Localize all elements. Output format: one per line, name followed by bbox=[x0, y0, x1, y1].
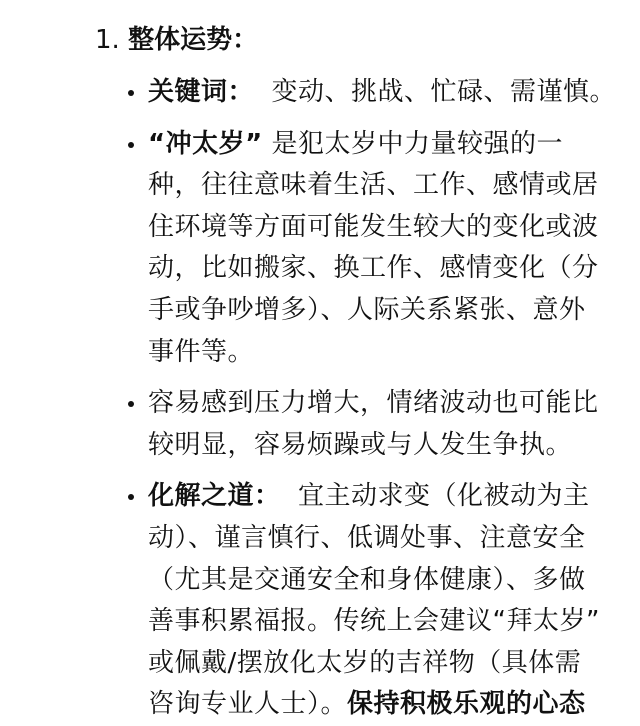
list-item-chong-taisui bbox=[120, 124, 620, 374]
remedy-bold-tail: 保持积极乐观的心态 bbox=[347, 689, 586, 720]
fortune-list bbox=[120, 72, 620, 726]
remedy-line-5: 或佩戴/摆放化太岁的吉祥物（具体需 bbox=[148, 647, 582, 678]
bullet-dot bbox=[128, 401, 134, 407]
section-number: 1. bbox=[95, 25, 120, 55]
section-title: 整体运势： bbox=[128, 25, 259, 55]
bullet-dot bbox=[128, 494, 134, 500]
remedy-label: 化解之道： bbox=[148, 481, 281, 512]
chong-line-5: 手或争吵增多）、人际关系紧张、意外 bbox=[148, 294, 586, 325]
list-item-keywords bbox=[120, 72, 620, 114]
keywords-text: 变动、挑战、忙碌、需谨慎。 bbox=[271, 77, 617, 107]
chong-line-1 bbox=[148, 124, 620, 166]
section-heading bbox=[95, 20, 258, 60]
pressure-line-1: 容易感到压力增大，情绪波动也可能比 bbox=[148, 388, 599, 419]
pressure-line-2: 较明显，容易烦躁或与人发生争执。 bbox=[148, 429, 573, 460]
keywords-line bbox=[148, 72, 620, 114]
bullet-dot bbox=[128, 142, 134, 148]
remedy-text-6: 咨询专业人士）。 bbox=[148, 689, 348, 720]
bullet-dot bbox=[128, 90, 134, 96]
chong-line-3: 住环境等方面可能发生较大的变化或波 bbox=[148, 211, 599, 242]
remedy-line-1 bbox=[148, 476, 620, 518]
chong-line-6: 事件等。 bbox=[148, 336, 255, 367]
remedy-line-3: （尤其是交通安全和身体健康）、多做 bbox=[148, 564, 586, 595]
chong-text-1: 是犯太岁中力量较强的一 bbox=[271, 128, 563, 159]
chong-line-4: 动，比如搬家、换工作、感情变化（分 bbox=[148, 253, 599, 284]
chong-taisui-term: “冲太岁” bbox=[148, 128, 263, 159]
list-item-remedy bbox=[120, 476, 620, 726]
remedy-text-1: 宜主动求变（化被动为主 bbox=[298, 481, 590, 512]
chong-line-2: 种，往往意味着生活、工作、感情或居 bbox=[148, 170, 599, 201]
remedy-line-2: 动）、谨言慎行、低调处事、注意安全 bbox=[148, 522, 586, 553]
keywords-label: 关键词： bbox=[148, 77, 255, 107]
list-item-pressure bbox=[120, 383, 620, 466]
remedy-line-4: 善事积累福报。传统上会建议“拜太岁” bbox=[148, 606, 600, 637]
remedy-line-6 bbox=[148, 684, 620, 726]
